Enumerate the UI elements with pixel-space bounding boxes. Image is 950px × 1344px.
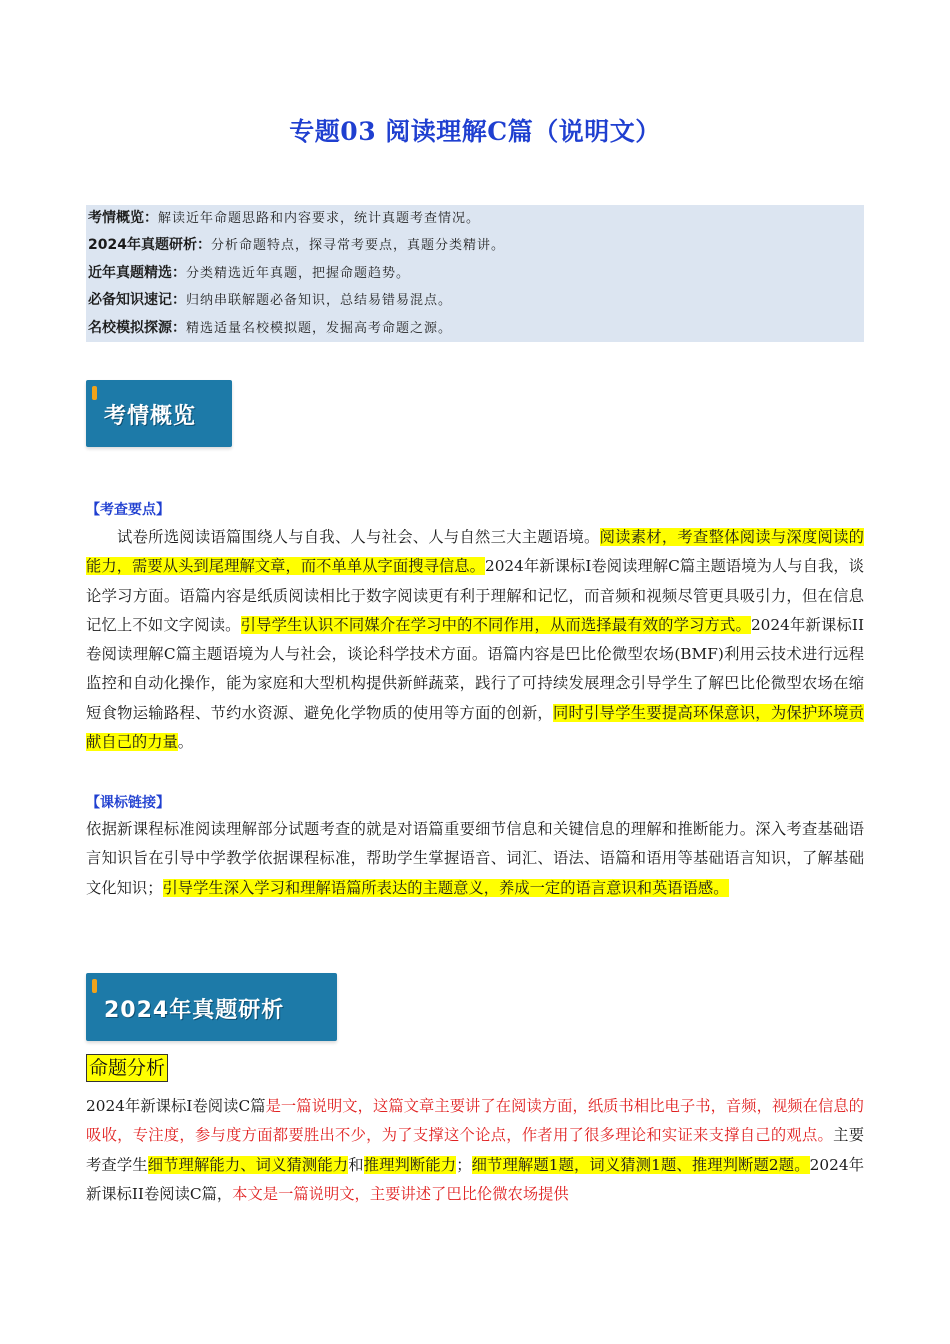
subheading-proposition-analysis: 命题分析: [86, 1054, 168, 1082]
highlight-run: 引导学生认识不同媒介在学习中的不同作用，从而选择最有效的学习方式。: [240, 615, 751, 634]
overview-key: 必备知识速记：: [88, 292, 186, 309]
curriculum-paragraph: [86, 815, 864, 903]
highlight-run: 引导学生深入学习和理解语篇所表达的主题意义，养成一定的语言意识和英语语感。: [162, 878, 729, 897]
highlight-run: 推理判断能力: [363, 1155, 457, 1174]
section-label-key-points: 【考查要点】: [86, 502, 170, 518]
overview-box: [86, 205, 864, 342]
key-points-paragraph: [86, 523, 864, 757]
banner-text: 考情概览: [104, 404, 197, 429]
section-banner-2024-analysis: [86, 973, 337, 1041]
overview-value: 解读近年命题思路和内容要求，统计真题考查情况。: [158, 211, 481, 226]
highlight-run: 阅读素材，考查整体阅读与深度阅读的能力，需要从头到尾理解文章，而不单单从字面搜寻信息。: [86, 528, 864, 576]
text-run: 2024年新课标II卷阅读理解C篇主题语境为人与社会，谈论科学技术方面。语篇内容是巴比伦微型农场(BMF)利用云技术进行远程监控和自动化操作，能为家庭和大型机构提供新鲜蔬菜，践行了可持续发展理念引导学生了解巴比伦微型农场在缩短食物运输路程、节约水资源、避免化学物质的使用等方面的创新，: [86, 615, 864, 722]
text-run: 2024年新课标I卷阅读理解C篇主题语境为人与自我，谈论学习方面。语篇内容是纸质阅读相比于数字阅读更有利于理解和记忆，而音频和视频尽管更具吸引力，但在信息记忆上不如文字阅读。: [86, 557, 864, 634]
overview-row: [86, 315, 864, 342]
text-run: 2024年新课标I卷阅读C篇: [86, 1097, 266, 1115]
text-run: 。: [177, 733, 194, 752]
overview-value: 归纳串联解题必备知识，总结易错易混点。: [186, 293, 453, 309]
overview-key: 名校模拟探源：: [88, 319, 186, 336]
text-run: 主要考查学生: [86, 1126, 864, 1174]
overview-value: 分类精选近年真题，把握命题趋势。: [186, 265, 411, 281]
overview-key: 考情概览：: [88, 210, 158, 226]
page-title: 专题03 阅读理解C篇（说明文）: [289, 117, 661, 146]
red-text-run: 是一篇说明文，这篇文章主要讲了在阅读方面，纸质书相比电子书，音频，视频在信息的吸收，专注度，参与度方面都要胜出不少，为了支撑这个论点，作者用了很多理论和实证来支撑自己的观点。: [86, 1097, 864, 1145]
text-run: 和: [348, 1155, 364, 1174]
overview-row: [86, 205, 864, 232]
analysis-paragraph: [86, 1092, 864, 1209]
section-banner-overview: [86, 380, 232, 447]
banner-tab-icon: [92, 386, 97, 400]
overview-row: [86, 287, 864, 314]
overview-value: 精选适量名校模拟题，发掘高考命题之源。: [186, 320, 453, 336]
highlight-run: 细节理解题1题，词义猜测1题、推理判断题2题。: [471, 1155, 810, 1174]
highlight-run: 同时引导学生要提高环保意识，为保护环境贡献自己的力量: [86, 703, 864, 752]
text-run: 依据新课程标准阅读理解部分试题考查的就是对语篇重要细节信息和关键信息的理解和推断能力。深入考查基础语言知识旨在引导中学教学依据课程标准，帮助学生掌握语音、词汇、语法、语篇和语用等基础语言知识，了解基础文化知识；: [86, 820, 864, 897]
overview-row: [86, 260, 864, 287]
text-run: ；: [456, 1155, 472, 1174]
banner-tab-icon: [92, 979, 97, 993]
overview-value: 分析命题特点，探寻常考要点，真题分类精讲。: [210, 238, 505, 254]
text-run: 试卷所选阅读语篇围绕人与自我、人与社会、人与自然三大主题语境。: [117, 528, 600, 546]
overview-row: [86, 232, 864, 259]
text-run: 2024年新课标II卷阅读C篇，: [86, 1155, 864, 1203]
red-text-run: 本文是一篇说明文，主要讲述了巴比伦微农场提供: [232, 1184, 569, 1203]
overview-key: 2024年真题研析：: [88, 237, 211, 254]
highlight-run: 细节理解能力、词义猜测能力: [147, 1155, 349, 1174]
banner-text: 2024年真题研析: [104, 998, 285, 1023]
section-label-curriculum: 【课标链接】: [86, 795, 170, 811]
overview-key: 近年真题精选：: [88, 264, 186, 281]
